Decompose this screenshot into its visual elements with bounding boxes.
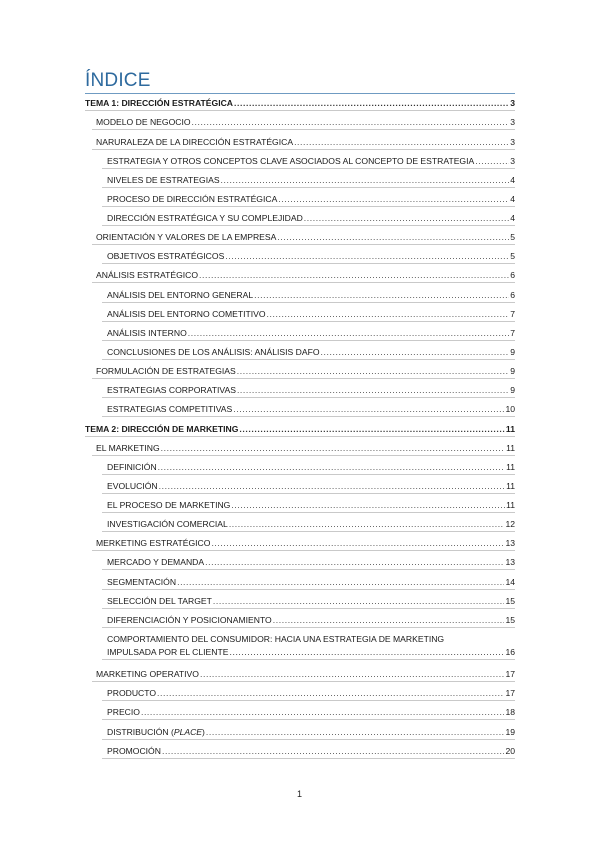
toc-entry[interactable] <box>107 404 515 414</box>
toc-entry-page: 13 <box>505 538 515 548</box>
dot-leader <box>188 328 509 338</box>
toc-entry-title: PRODUCTO <box>107 688 157 698</box>
toc-entry-title-continued: IMPULSADA POR EL CLIENTE <box>107 647 229 657</box>
toc-entry[interactable] <box>96 137 515 147</box>
toc-entry-title: COMPORTAMIENTO DEL CONSUMIDOR: HACIA UNA ESTRATEGIA DE MARKETING <box>107 634 445 644</box>
dot-leader <box>221 175 510 185</box>
row-separator <box>102 493 515 494</box>
dot-leader <box>192 117 510 127</box>
row-separator <box>92 378 515 379</box>
toc-entry-title: CONCLUSIONES DE LOS ANÁLISIS: ANÁLISIS DAFO <box>107 347 320 357</box>
toc-entry-title: ESTRATEGIA Y OTROS CONCEPTOS CLAVE ASOCIADOS AL CONCEPTO DE ESTRATEGIA <box>107 156 475 166</box>
toc-entry-page: 9 <box>510 347 515 357</box>
row-separator <box>92 681 515 682</box>
row-separator <box>92 244 515 245</box>
toc-entry[interactable] <box>96 270 515 280</box>
toc-entry-page: 18 <box>505 707 515 717</box>
toc-entry-title: PROMOCIÓN <box>107 746 161 756</box>
toc-entry-page: 20 <box>505 746 515 756</box>
dot-leader <box>294 137 509 147</box>
row-separator <box>102 225 515 226</box>
toc-entry-page: 4 <box>510 175 515 185</box>
row-separator <box>102 659 515 660</box>
page-title: ÍNDICE <box>85 70 151 91</box>
row-separator <box>102 321 515 322</box>
toc-entry-page: 15 <box>505 596 515 606</box>
dot-leader <box>206 727 505 737</box>
toc-entry-page: 9 <box>510 366 515 376</box>
row-separator <box>102 187 515 188</box>
toc-entry-page: 11 <box>506 481 515 491</box>
toc-entry[interactable] <box>107 251 515 261</box>
dot-leader <box>161 443 505 453</box>
row-separator <box>102 569 515 570</box>
toc-entry-title: ESTRATEGIAS COMPETITIVAS <box>107 404 233 414</box>
toc-entry-title: ESTRATEGIAS CORPORATIVAS <box>107 385 236 395</box>
toc-entry[interactable] <box>107 309 515 319</box>
row-separator <box>102 627 515 628</box>
toc-entry-page: 4 <box>510 213 515 223</box>
toc-entry-page: 7 <box>510 328 515 338</box>
toc-entry-title: ORIENTACIÓN Y VALORES DE LA EMPRESA <box>96 232 277 242</box>
row-separator <box>102 474 515 475</box>
toc-entry-title: MARKETING OPERATIVO <box>96 669 199 679</box>
dot-leader <box>200 669 504 679</box>
toc-entry-page: 9 <box>510 385 515 395</box>
toc-entry-title: DISTRIBUCIÓN (PLACE) <box>107 727 205 737</box>
toc-entry[interactable] <box>107 519 515 529</box>
dot-leader <box>278 194 509 204</box>
toc-entry[interactable] <box>96 366 515 376</box>
toc-entry[interactable] <box>96 232 515 242</box>
row-separator <box>85 436 515 437</box>
row-separator <box>102 340 515 341</box>
toc-entry[interactable] <box>107 194 515 204</box>
toc-entry-title: MERCADO Y DEMANDA <box>107 557 205 567</box>
toc-entry[interactable] <box>96 538 515 548</box>
dot-leader <box>273 615 505 625</box>
row-separator <box>102 531 515 532</box>
toc-entry[interactable] <box>107 688 515 698</box>
toc-entry-page: 4 <box>510 194 515 204</box>
row-separator <box>102 739 515 740</box>
row-separator <box>102 397 515 398</box>
toc-entry-page: 17 <box>505 669 515 679</box>
row-separator <box>102 758 515 759</box>
toc-entry-title: NIVELES DE ESTRATEGIAS <box>107 175 220 185</box>
dot-leader <box>229 519 505 529</box>
toc-entry[interactable] <box>107 596 515 606</box>
row-separator <box>102 263 515 264</box>
dot-leader <box>225 251 509 261</box>
toc-entry-page: 3 <box>510 137 515 147</box>
toc-entry[interactable] <box>107 290 515 300</box>
toc-entry-title: MERKETING ESTRATÉGICO <box>96 538 211 548</box>
toc-entry-title: DEFINICIÓN <box>107 462 157 472</box>
row-separator <box>92 550 515 551</box>
dot-leader <box>475 156 509 166</box>
toc-entry-title: PRECIO <box>107 707 140 717</box>
toc-entry-title: NARURALEZA DE LA DIRECCIÓN ESTRATÉGICA <box>96 137 294 147</box>
toc-entry-page: 12 <box>505 519 515 529</box>
toc-entry-page: 5 <box>510 251 515 261</box>
toc-entry-title: TEMA 1: DIRECCIÓN ESTRATÉGICA <box>85 98 234 108</box>
toc-chapter-entry[interactable] <box>85 98 515 108</box>
dot-leader <box>277 232 509 242</box>
row-separator <box>92 149 515 150</box>
dot-leader <box>211 538 504 548</box>
toc-entry-title: MODELO DE NEGOCIO <box>96 117 191 127</box>
dot-leader <box>158 462 505 472</box>
dot-leader <box>321 347 510 357</box>
row-separator <box>102 206 515 207</box>
toc-entry[interactable] <box>107 500 515 510</box>
toc-entry[interactable] <box>107 557 515 567</box>
toc-entry[interactable] <box>107 175 515 185</box>
toc-entry-page: 3 <box>510 117 515 127</box>
toc-entry[interactable] <box>107 633 515 659</box>
toc-chapter-entry[interactable] <box>85 424 515 434</box>
dot-leader <box>237 366 509 376</box>
toc-entry-title: ANÁLISIS INTERNO <box>107 328 187 338</box>
row-separator <box>102 359 515 360</box>
toc-entry-title: EL PROCESO DE MARKETING <box>107 500 231 510</box>
toc-entry[interactable] <box>96 669 515 679</box>
toc-entry-page: 11 <box>506 462 515 472</box>
toc-entry-page: 3 <box>510 98 515 108</box>
row-separator <box>92 129 515 130</box>
toc-entry[interactable] <box>107 746 515 756</box>
toc-entry-page: 15 <box>505 615 515 625</box>
toc-entry-title: PROCESO DE DIRECCIÓN ESTRATÉGICA <box>107 194 278 204</box>
dot-leader <box>199 270 509 280</box>
dot-leader <box>157 688 504 698</box>
toc-entry-title: ANÁLISIS DEL ENTORNO GENERAL <box>107 290 254 300</box>
dot-leader <box>254 290 509 300</box>
dot-leader <box>237 385 509 395</box>
toc-entry-page: 13 <box>505 557 515 567</box>
toc-entry-title: EVOLUCIÓN <box>107 481 158 491</box>
dot-leader <box>239 424 504 434</box>
toc-entry-page: 17 <box>505 688 515 698</box>
toc-entry[interactable] <box>107 328 515 338</box>
toc-entry-page: 10 <box>505 404 515 414</box>
toc-entry-title: OBJETIVOS ESTRATÉGICOS <box>107 251 225 261</box>
dot-leader <box>141 707 504 717</box>
row-separator <box>102 168 515 169</box>
toc-entry[interactable] <box>107 347 515 357</box>
row-separator <box>102 416 515 417</box>
dot-leader <box>213 596 505 606</box>
toc-entry[interactable] <box>107 615 515 625</box>
toc-entry-title: EL MARKETING <box>96 443 160 453</box>
toc-entry-page: 11 <box>506 500 515 510</box>
dot-leader <box>159 481 505 491</box>
toc-entry[interactable] <box>107 385 515 395</box>
toc-entry-title: DIFERENCIACIÓN Y POSICIONAMIENTO <box>107 615 272 625</box>
toc-entry[interactable] <box>107 577 515 587</box>
toc-entry-title: SEGMENTACIÓN <box>107 577 177 587</box>
dot-leader <box>229 646 504 659</box>
toc-entry[interactable] <box>96 443 515 453</box>
toc-entry[interactable] <box>107 156 515 166</box>
toc-entry-page: 7 <box>510 309 515 319</box>
row-separator <box>102 700 515 701</box>
row-separator <box>102 608 515 609</box>
toc-entry[interactable] <box>107 213 515 223</box>
toc-entry-page: 11 <box>506 443 515 453</box>
toc-entry-title: INVESTIGACIÓN COMERCIAL <box>107 519 228 529</box>
dot-leader <box>231 500 505 510</box>
toc-entry-page: 19 <box>505 727 515 737</box>
toc-entry-title: ANÁLISIS ESTRATÉGICO <box>96 270 199 280</box>
row-separator <box>102 719 515 720</box>
row-separator <box>102 589 515 590</box>
toc-entry[interactable] <box>107 462 515 472</box>
row-separator <box>92 455 515 456</box>
toc-entry-title: FORMULACIÓN DE ESTRATEGIAS <box>96 366 236 376</box>
toc-entry-page: 3 <box>510 156 515 166</box>
toc-entry-page: 16 <box>505 647 515 657</box>
toc-entry-page: 11 <box>505 424 515 434</box>
dot-leader <box>234 98 509 108</box>
dot-leader <box>205 557 504 567</box>
toc-entry[interactable] <box>107 707 515 717</box>
toc-entry[interactable] <box>107 481 515 491</box>
row-separator <box>102 302 515 303</box>
dot-leader <box>162 746 504 756</box>
toc-entry-page: 14 <box>505 577 515 587</box>
toc-entry-title: ANÁLISIS DEL ENTORNO COMETITIVO <box>107 309 266 319</box>
row-separator <box>92 282 515 283</box>
dot-leader <box>233 404 504 414</box>
toc-entry-title: TEMA 2: DIRECCIÓN DE MARKETING <box>85 424 239 434</box>
dot-leader <box>177 577 504 587</box>
toc-entry[interactable] <box>96 117 515 127</box>
toc-entry-page: 5 <box>510 232 515 242</box>
toc-entry-page: 6 <box>510 270 515 280</box>
toc-entry-page: 6 <box>510 290 515 300</box>
page-number: 1 <box>296 789 302 799</box>
dot-leader <box>267 309 510 319</box>
toc-entry-title: DIRECCIÓN ESTRATÉGICA Y SU COMPLEJIDAD <box>107 213 303 223</box>
dot-leader <box>304 213 509 223</box>
row-separator <box>102 512 515 513</box>
row-separator <box>85 110 515 111</box>
toc-entry-title: SELECCIÓN DEL TARGET <box>107 596 212 606</box>
toc-entry[interactable] <box>107 727 515 737</box>
